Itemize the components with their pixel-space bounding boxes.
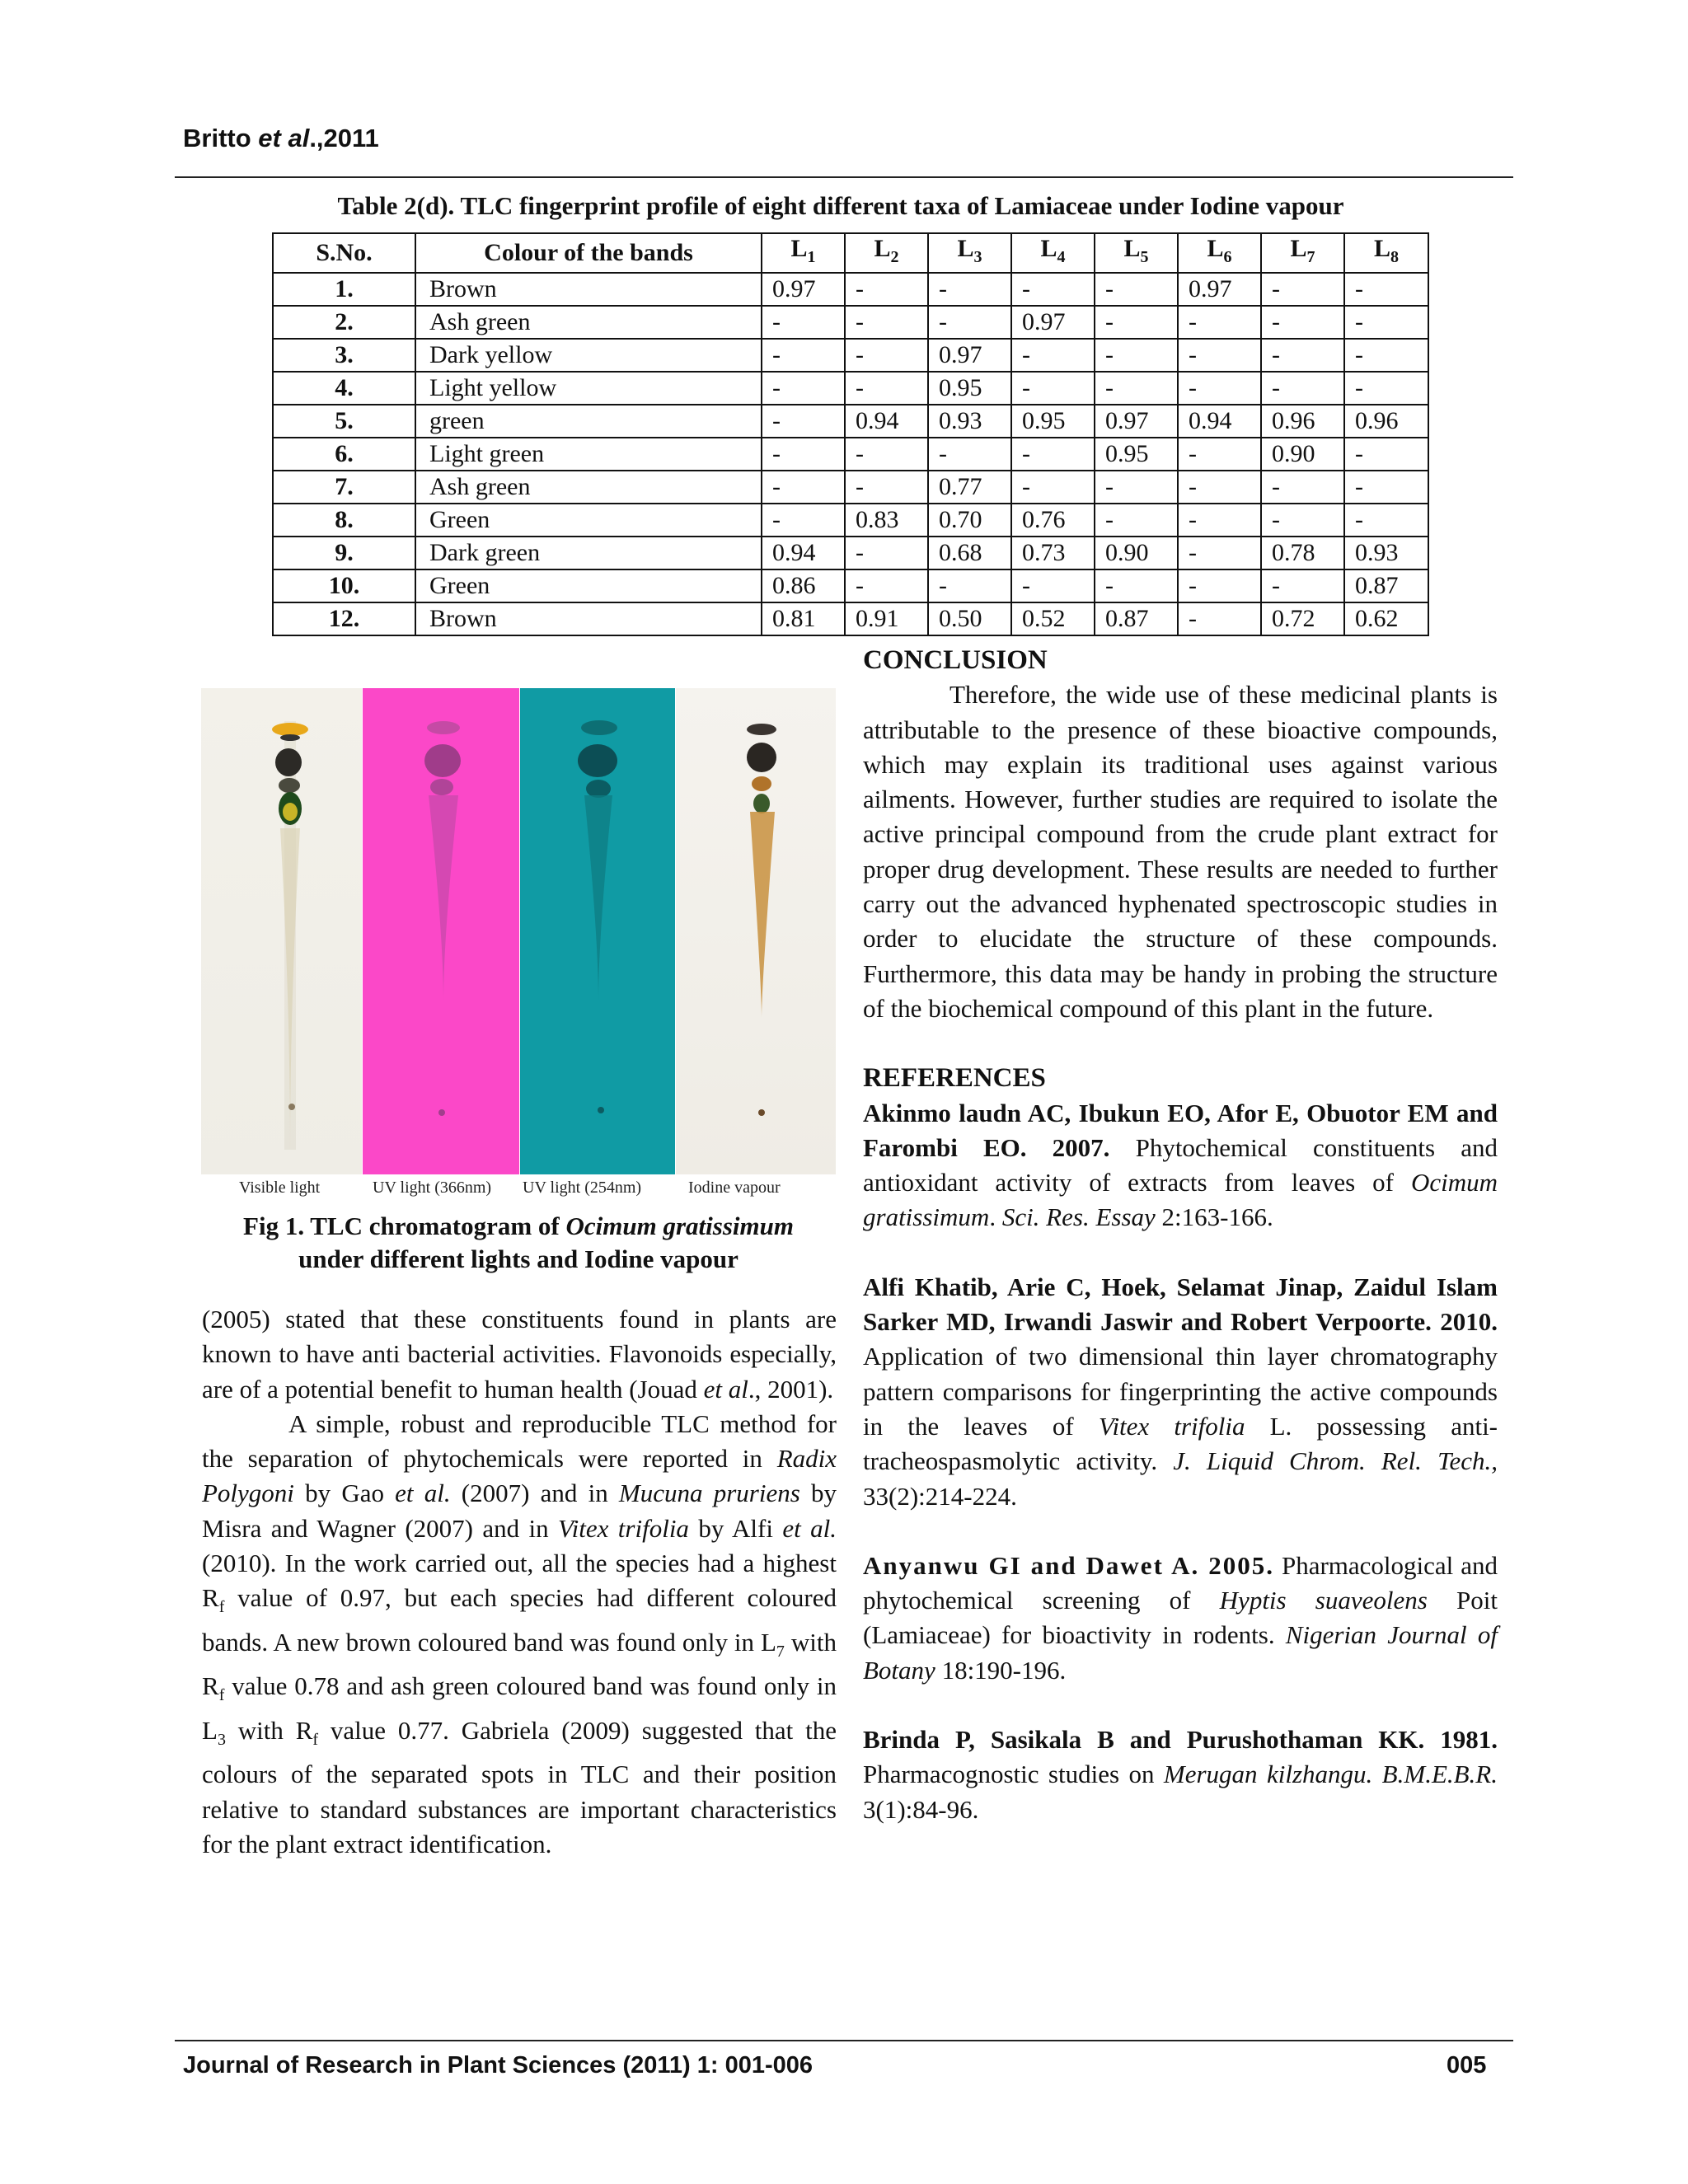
cell-rf-value: - <box>845 339 928 372</box>
running-head-year: .,2011 <box>309 124 379 152</box>
cell-colour: Light yellow <box>415 372 762 405</box>
cell-rf-value: - <box>762 471 845 504</box>
cell-rf-value: - <box>845 569 928 602</box>
reference-item: Alfi Khatib, Arie C, Hoek, Selamat Jinap, Zaidul Islam Sarker MD, Irwandi Jaswir and Robert Verpoorte. 2010. Application of two dimensional thin layer chromatography pattern comparisons for fingerprinting the active compounds in the leaves of Vitex trifolia L. possessing anti-tracheospasmolytic activity. J. Liquid Chrom. Rel. Tech., 33(2):214-224. <box>863 1272 1498 1511</box>
cell-rf-value: 0.81 <box>762 602 845 635</box>
cell-colour: Dark yellow <box>415 339 762 372</box>
cell-sno: 4. <box>273 372 415 405</box>
cell-rf-value: 0.95 <box>1011 405 1095 438</box>
cell-rf-value: 0.90 <box>1261 438 1344 471</box>
running-head-author: Britto <box>183 124 251 152</box>
cell-rf-value: 0.83 <box>845 504 928 537</box>
cell-rf-value: - <box>1261 339 1344 372</box>
cell-rf-value: 0.62 <box>1344 602 1428 635</box>
cell-sno: 7. <box>273 471 415 504</box>
conclusion-heading: CONCLUSION <box>863 645 1048 675</box>
cell-rf-value: - <box>1344 372 1428 405</box>
label-visible-light: Visible light <box>239 1179 321 1197</box>
table-row <box>273 273 1428 306</box>
cell-rf-value: - <box>928 306 1011 339</box>
table-row <box>273 537 1428 569</box>
cell-rf-value: - <box>762 504 845 537</box>
visible-light-plate <box>201 688 362 1174</box>
cell-sno: 5. <box>273 405 415 438</box>
tlc-chromatogram-figure <box>201 688 836 1174</box>
label-uv-366: UV light (366nm) <box>373 1179 492 1197</box>
col-lane: $L_2$ <box>845 233 928 273</box>
col-colour: Colour of the bands <box>415 233 762 273</box>
cell-rf-value: - <box>762 372 845 405</box>
cell-rf-value: 0.72 <box>1261 602 1344 635</box>
cell-rf-value: - <box>1178 569 1261 602</box>
cell-sno: 12. <box>273 602 415 635</box>
reference-item: Brinda P, Sasikala B and Purushothaman KK. 1981. Pharmacognostic studies on Merugan kilzhangu. B.M.E.B.R. 3(1):84-96. <box>863 1725 1498 1824</box>
cell-rf-value: 0.97 <box>928 339 1011 372</box>
cell-rf-value: - <box>845 438 928 471</box>
cell-rf-value: - <box>1178 306 1261 339</box>
cell-sno: 10. <box>273 569 415 602</box>
cell-rf-value: - <box>1344 438 1428 471</box>
cell-rf-value: - <box>1344 306 1428 339</box>
cell-rf-value: 0.90 <box>1095 537 1178 569</box>
body-paragraph: (2005) stated that these constituents found in plants are known to have anti bacterial activities. Flavonoids especially, are of a potential benefit to human health (Jouad et al., 2001). <box>202 1305 837 1404</box>
cell-rf-value: - <box>845 537 928 569</box>
cell-rf-value: - <box>1011 569 1095 602</box>
strip-visible-light <box>201 688 362 1174</box>
cell-rf-value: - <box>762 339 845 372</box>
cell-rf-value: - <box>1095 471 1178 504</box>
cell-rf-value: - <box>762 438 845 471</box>
table-row <box>273 405 1428 438</box>
cell-rf-value: - <box>1344 504 1428 537</box>
label-iodine-vapour: Iodine vapour <box>688 1179 781 1197</box>
cell-rf-value: 0.97 <box>1095 405 1178 438</box>
table-caption: Table 2(d). TLC fingerprint profile of eight different taxa of Lamiaceae under Iodine vapour <box>337 191 1344 220</box>
iodine-vapour-plate <box>676 688 836 1174</box>
cell-rf-value: 0.95 <box>1095 438 1178 471</box>
cell-rf-value: - <box>1011 372 1095 405</box>
cell-rf-value: - <box>1261 569 1344 602</box>
running-head-etal: et al <box>258 124 310 152</box>
cell-colour: Ash green <box>415 306 762 339</box>
table-row <box>273 339 1428 372</box>
cell-rf-value: 0.87 <box>1344 569 1428 602</box>
cell-rf-value: - <box>1095 306 1178 339</box>
table-row <box>273 372 1428 405</box>
cell-sno: 9. <box>273 537 415 569</box>
footer-journal: Journal of Research in Plant Sciences (2011) 1: 001-006 <box>183 2052 814 2079</box>
cell-rf-value: - <box>1178 504 1261 537</box>
reference-item: Anyanwu GI and Dawet A. 2005. Pharmacological and phytochemical screening of Hyptis suaveolens Poit (Lamiaceae) for bioactivity in rodents. Nigerian Journal of Botany 18:190-196. <box>863 1550 1498 1685</box>
col-lane: $L_3$ <box>928 233 1011 273</box>
left-column <box>202 1302 837 1862</box>
footer-rule <box>175 2040 1513 2041</box>
cell-rf-value: - <box>1261 471 1344 504</box>
right-column <box>863 643 1498 1827</box>
col-lane: $L_4$ <box>1011 233 1095 273</box>
cell-rf-value: - <box>1011 273 1095 306</box>
cell-rf-value: - <box>1011 471 1095 504</box>
cell-rf-value: - <box>928 438 1011 471</box>
cell-colour: Dark green <box>415 537 762 569</box>
strip-uv-254 <box>520 688 675 1174</box>
cell-rf-value: 0.87 <box>1095 602 1178 635</box>
figure-caption: Fig 1. TLC chromatogram of Ocimum gratissimum under different lights and Iodine vapour <box>243 1212 794 1273</box>
conclusion-paragraph: Therefore, the wide use of these medicinal plants is attributable to the presence of these bioactive compounds, which may explain its traditional uses against various ailments. However, further studies are required to isolate the active principal compound from the crude plant extract for proper drug development. These results are needed to further carry out the advanced hyphenated spectroscopic studies in order to elucidate the structure of these compounds. Furthermore, this data may be handy in probing the structure of the biochemical compound of this plant in the future. <box>863 680 1498 1023</box>
cell-rf-value: 0.95 <box>928 372 1011 405</box>
cell-rf-value: - <box>1344 471 1428 504</box>
cell-rf-value: - <box>845 372 928 405</box>
cell-rf-value: 0.50 <box>928 602 1011 635</box>
cell-sno: 2. <box>273 306 415 339</box>
table-row <box>273 471 1428 504</box>
cell-rf-value: 0.96 <box>1344 405 1428 438</box>
table-row <box>273 306 1428 339</box>
cell-rf-value: 0.94 <box>762 537 845 569</box>
strip-uv-366 <box>363 688 519 1174</box>
cell-rf-value: 0.96 <box>1261 405 1344 438</box>
cell-rf-value: - <box>1011 339 1095 372</box>
cell-sno: 6. <box>273 438 415 471</box>
cell-sno: 1. <box>273 273 415 306</box>
tlc-table <box>272 232 1429 636</box>
reference-item: Akinmo laudn AC, Ibukun EO, Afor E, Obuotor EM and Farombi EO. 2007. Phytochemical constituents and antioxidant activity of extracts from leaves of Ocimum gratissimum. Sci. Res. Essay 2:163-166. <box>863 1098 1498 1232</box>
body-paragraph: A simple, robust and reproducible TLC method for the separation of phytochemicals were reported in Radix Polygoni by Gao et al. (2007) and in Mucuna pruriens by Misra and Wagner (2007) and in Vitex trifolia by Alfi et al. (2010). In the work carried out, all the species had a highest $R_f$ value of 0.97, but each species had different coloured bands. A new brown coloured band was found only in $L_7$ with $R_f$ value 0.78 and ash green coloured band was found only in $L_3$ with $R_f$ value 0.77. Gabriela (2009) suggested that the colours of the separated spots in TLC and their position relative to standard substances are important characteristics for the plant extract identification. <box>202 1408 837 1858</box>
header-rule <box>175 176 1513 178</box>
cell-colour: Green <box>415 569 762 602</box>
cell-rf-value: - <box>1178 602 1261 635</box>
cell-colour: Green <box>415 504 762 537</box>
cell-rf-value: 0.97 <box>1011 306 1095 339</box>
cell-rf-value: - <box>762 306 845 339</box>
cell-rf-value: 0.97 <box>1178 273 1261 306</box>
cell-rf-value: - <box>1261 504 1344 537</box>
cell-colour: Brown <box>415 602 762 635</box>
cell-rf-value: - <box>1344 273 1428 306</box>
table-row <box>273 569 1428 602</box>
table-row <box>273 438 1428 471</box>
cell-colour: green <box>415 405 762 438</box>
running-head <box>183 124 379 153</box>
cell-rf-value: - <box>762 405 845 438</box>
cell-rf-value: 0.94 <box>845 405 928 438</box>
cell-sno: 8. <box>273 504 415 537</box>
cell-rf-value: - <box>1095 372 1178 405</box>
cell-rf-value: 0.91 <box>845 602 928 635</box>
col-lane: $L_6$ <box>1178 233 1261 273</box>
col-lane: $L_5$ <box>1095 233 1178 273</box>
cell-colour: Light green <box>415 438 762 471</box>
cell-rf-value: - <box>1261 273 1344 306</box>
cell-rf-value: 0.73 <box>1011 537 1095 569</box>
cell-rf-value: - <box>845 471 928 504</box>
cell-rf-value: - <box>845 306 928 339</box>
cell-rf-value: - <box>928 569 1011 602</box>
cell-rf-value: - <box>928 273 1011 306</box>
cell-sno: 3. <box>273 339 415 372</box>
table-header-row <box>273 233 1428 273</box>
page-number: 005 <box>1447 2052 1487 2079</box>
uv-254-plate <box>520 688 675 1174</box>
cell-rf-value: - <box>1344 339 1428 372</box>
cell-rf-value: - <box>1178 471 1261 504</box>
cell-rf-value: 0.97 <box>762 273 845 306</box>
col-lane: $L_8$ <box>1344 233 1428 273</box>
cell-rf-value: - <box>1178 438 1261 471</box>
cell-rf-value: - <box>1261 372 1344 405</box>
label-uv-254: UV light (254nm) <box>523 1179 642 1197</box>
cell-rf-value: 0.68 <box>928 537 1011 569</box>
cell-rf-value: - <box>1095 504 1178 537</box>
cell-colour: Brown <box>415 273 762 306</box>
table-row <box>273 504 1428 537</box>
uv-366-plate <box>363 688 519 1174</box>
references-heading: REFERENCES <box>863 1063 1046 1094</box>
strip-iodine-vapour <box>676 688 836 1174</box>
cell-rf-value: - <box>1261 306 1344 339</box>
cell-rf-value: 0.93 <box>1344 537 1428 569</box>
cell-rf-value: - <box>1095 273 1178 306</box>
cell-rf-value: 0.52 <box>1011 602 1095 635</box>
cell-rf-value: - <box>1178 372 1261 405</box>
cell-colour: Ash green <box>415 471 762 504</box>
cell-rf-value: 0.70 <box>928 504 1011 537</box>
cell-rf-value: 0.76 <box>1011 504 1095 537</box>
col-sno: S.No. <box>273 233 415 273</box>
table-row <box>273 602 1428 635</box>
cell-rf-value: 0.86 <box>762 569 845 602</box>
col-lane: $L_7$ <box>1261 233 1344 273</box>
cell-rf-value: 0.94 <box>1178 405 1261 438</box>
cell-rf-value: - <box>1178 537 1261 569</box>
cell-rf-value: - <box>1095 569 1178 602</box>
cell-rf-value: - <box>1011 438 1095 471</box>
cell-rf-value: - <box>1095 339 1178 372</box>
cell-rf-value: 0.77 <box>928 471 1011 504</box>
cell-rf-value: - <box>845 273 928 306</box>
table-body <box>273 273 1428 635</box>
cell-rf-value: 0.93 <box>928 405 1011 438</box>
cell-rf-value: 0.78 <box>1261 537 1344 569</box>
col-lane: $L_1$ <box>762 233 845 273</box>
cell-rf-value: - <box>1178 339 1261 372</box>
